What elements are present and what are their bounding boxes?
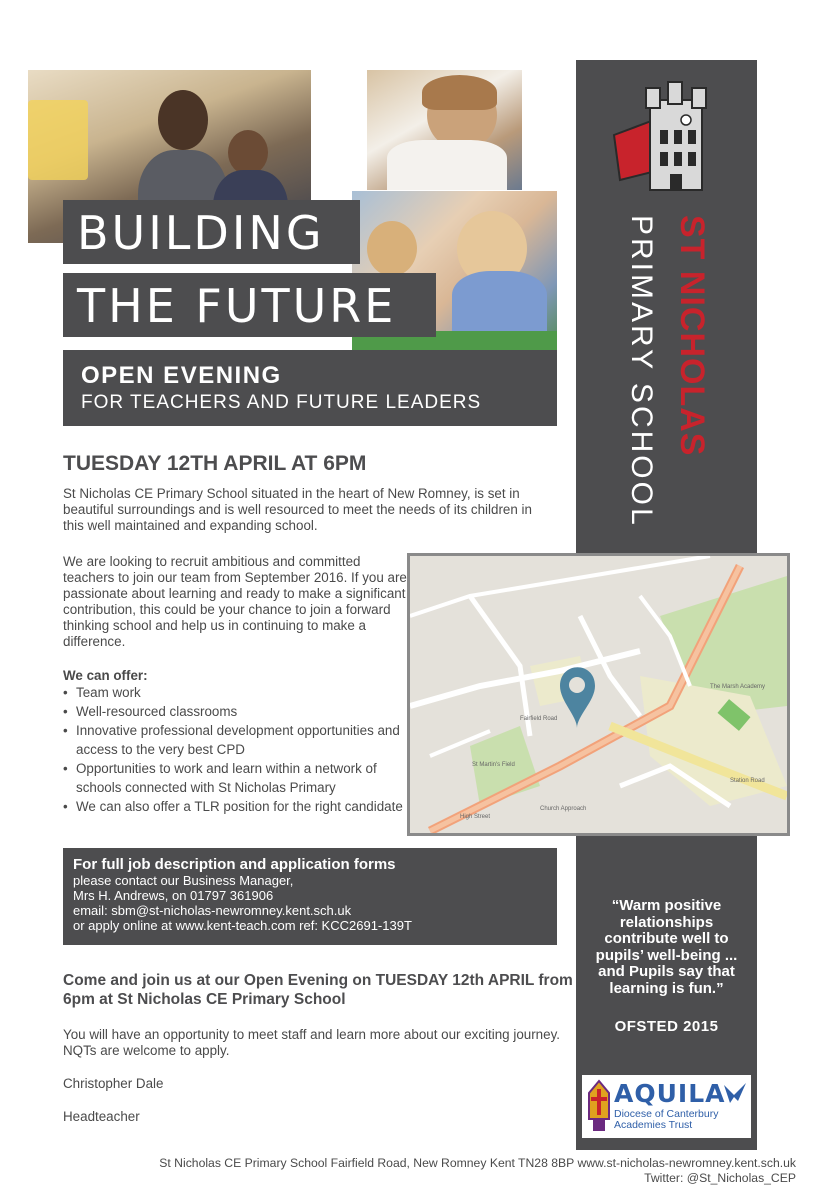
open-evening-title: OPEN EVENING [81, 362, 282, 389]
map-label-marsh-academy: The Marsh Academy [710, 684, 766, 690]
list-item: • Team work [63, 683, 408, 702]
footer-twitter[interactable]: Twitter: @St_Nicholas_CEP [644, 1171, 796, 1185]
aquila-logo [582, 1075, 751, 1138]
eagle-icon [722, 1081, 748, 1107]
contact-line-1: please contact our Business Manager, [73, 873, 294, 888]
map-label-high-street: High Street [460, 814, 491, 820]
map-label-church-approach: Church Approach [540, 806, 587, 812]
diocese-mitre-icon [585, 1079, 613, 1134]
list-item: • We can also offer a TLR position for the right candidate [63, 797, 408, 816]
list-item: • Innovative professional development opportunities and access to the very best CPD [63, 721, 408, 759]
contact-line-2: Mrs H. Andrews, on 01797 361906 [73, 888, 274, 903]
offer-heading: We can offer: [63, 668, 148, 683]
offer-list [63, 683, 408, 816]
aquila-subtitle [614, 1109, 718, 1131]
list-item: • Well-resourced classrooms [63, 702, 408, 721]
headline-line-2: THE FUTURE [63, 273, 436, 337]
signatory-name: Christopher Dale [63, 1076, 164, 1091]
contact-box [63, 848, 557, 945]
recruit-paragraph: We are looking to recruit ambitious and committed teachers to join our team from September 2016. If you are passionate about learning and ready to make a significant contribution, this could be your chance to join a forward thinking school and help us in continuing to make a difference. [63, 554, 407, 649]
opportunity-paragraph: You will have an opportunity to meet staff and learn more about our exciting journey. NQTs are welcome to apply. [63, 1027, 560, 1058]
join-invitation: Come and join us at our Open Evening on TUESDAY 12th APRIL from 6pm at St Nicholas CE Primary School [63, 972, 573, 1008]
map-label-st-martins-field: St Martin's Field [472, 762, 515, 768]
footer-address[interactable]: St Nicholas CE Primary School Fairfield Road, New Romney Kent TN28 8BP www.st-nicholas-newromney.kent.sch.uk [159, 1156, 796, 1170]
signatory-role: Headteacher [63, 1109, 140, 1124]
contact-apply-online[interactable]: or apply online at www.kent-teach.com ref: KCC2691-139T [73, 918, 412, 933]
contact-email[interactable]: email: sbm@st-nicholas-newromney.kent.sch.uk [73, 903, 352, 918]
open-evening-subtitle: FOR TEACHERS AND FUTURE LEADERS [81, 392, 482, 413]
map-label-station-road: Station Road [730, 778, 765, 784]
ofsted-source: OFSTED 2015 [614, 1018, 719, 1035]
school-name-vertical [590, 215, 740, 545]
aquila-name: AQUILA [614, 1079, 726, 1108]
aquila-subtitle-line-1: Diocese of Canterbury [614, 1108, 719, 1120]
map-label-fairfield-road: Fairfield Road [520, 716, 558, 722]
contact-heading: For full job description and application forms [73, 856, 396, 873]
classroom-photo-boy-writing [367, 70, 522, 190]
school-name-line-1: ST NICHOLAS [673, 215, 711, 457]
intro-paragraph: St Nicholas CE Primary School situated in the heart of New Romney, is set in beautiful surroundings and is well resourced to meet the needs of its children in this well maintained and expanding school. [63, 486, 532, 533]
location-map[interactable] [407, 553, 790, 836]
school-name-line-2: PRIMARY SCHOOL [625, 215, 658, 528]
school-church-logo-icon [612, 80, 722, 200]
list-item: • Opportunities to work and learn within a network of schools connected with St Nicholas Primary [63, 759, 408, 797]
event-date-heading: TUESDAY 12TH APRIL AT 6PM [63, 452, 367, 475]
headline-line-1: BUILDING [63, 200, 360, 264]
aquila-subtitle-line-2: Academies Trust [614, 1119, 693, 1131]
ofsted-quote: “Warm positive relationships contribute well to pupils’ well-being ... and Pupils say that learning is fun.” [595, 897, 738, 997]
open-evening-banner [63, 350, 557, 426]
